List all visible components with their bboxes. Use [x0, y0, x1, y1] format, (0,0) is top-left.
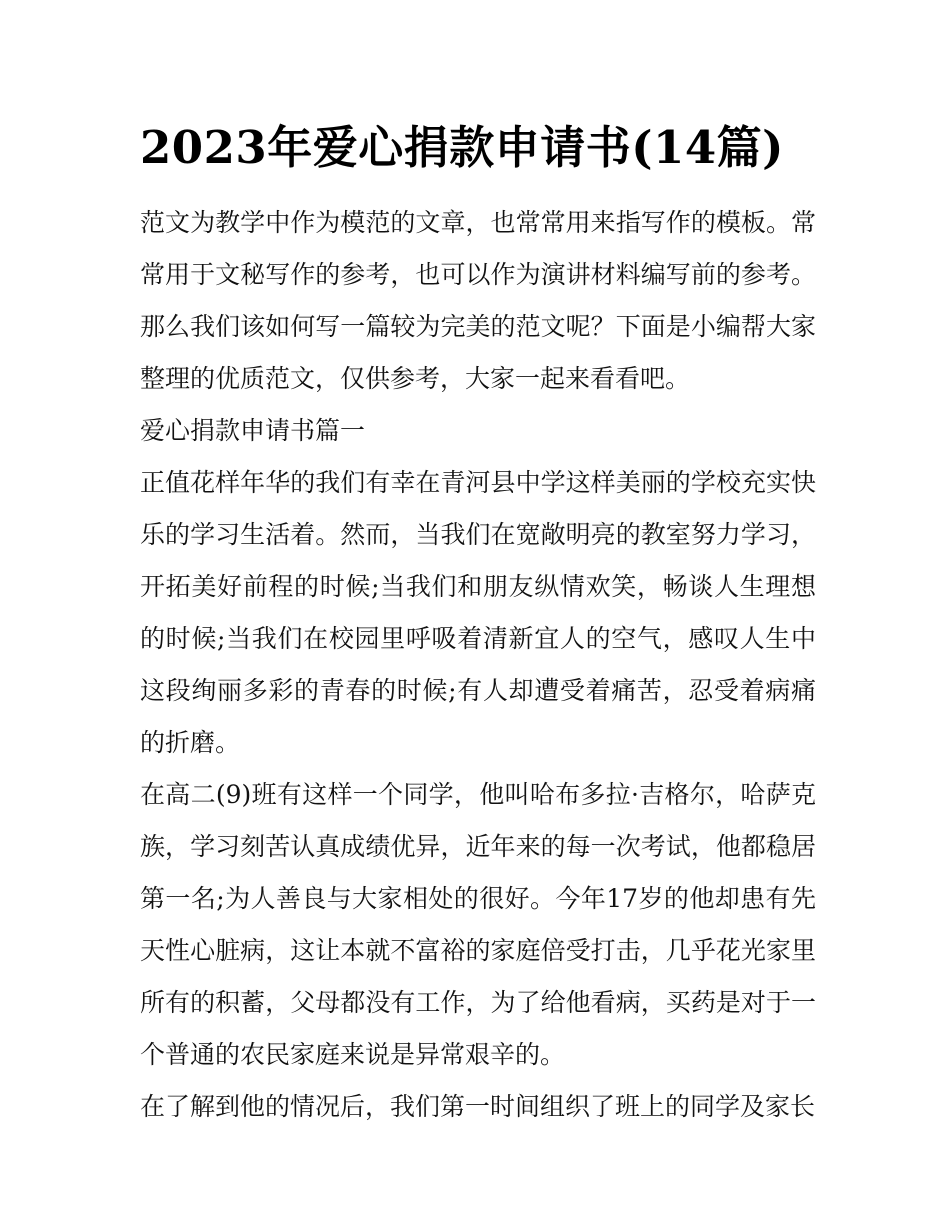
- document-body: [140, 197, 816, 1133]
- body-paragraph-3: 在了解到他的情况后，我们第一时间组织了班上的同学及家长: [140, 1092, 816, 1121]
- document-title: 2023年爱心捐款申请书(14篇): [140, 121, 784, 174]
- body-paragraph-1: 正值花样年华的我们有幸在青河县中学这样美丽的学校充实快乐的学习生活着。然而，当我们在宽敞明亮的教室努力学习，开拓美好前程的时候;当我们和朋友纵情欢笑，畅谈人生理想的时候;当我们在校园里呼吸着清新宜人的空气，感叹人生中这段绚丽多彩的青春的时候;有人却遭受着痛苦，忍受着病痛的折磨。: [140, 468, 816, 757]
- intro-paragraph: 范文为教学中作为模范的文章，也常常用来指写作的模板。常常用于文秘写作的参考，也可以作为演讲材料编写前的参考。那么我们该如何写一篇较为完美的范文呢？下面是小编帮大家整理的优质范文，仅供参考，大家一起来看看吧。: [140, 208, 816, 393]
- body-paragraph-2: 在高二(9)班有这样一个同学，他叫哈布多拉·吉格尔，哈萨克族，学习刻苦认真成绩优异，近年来的每一次考试，他都稳居第一名;为人善良与大家相处的很好。今年17岁的他却患有先天性心脏病，这让本就不富裕的家庭倍受打击，几乎花光家里所有的积蓄，父母都没有工作，为了给他看病，买药是对于一个普通的农民家庭来说是异常艰辛的。: [140, 780, 816, 1069]
- section-heading: 爱心捐款申请书篇一: [140, 416, 366, 445]
